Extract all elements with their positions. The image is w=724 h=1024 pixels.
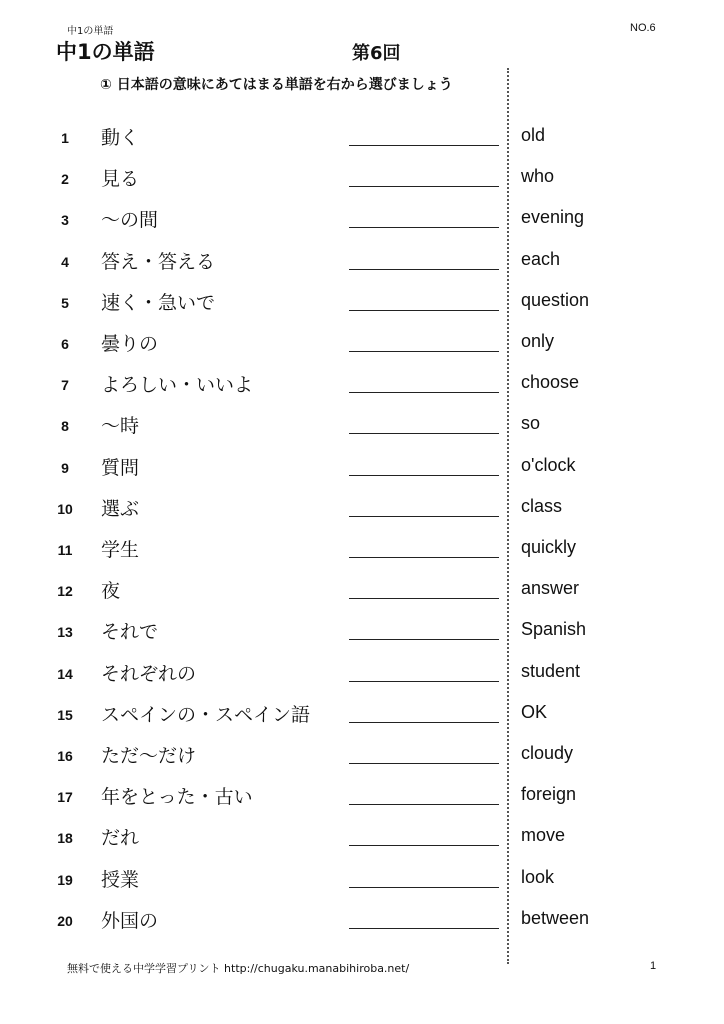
answer-blank[interactable]	[349, 475, 499, 476]
question-row	[0, 782, 724, 823]
round-label: 第6回	[352, 43, 401, 64]
japanese-meaning: よろしい・いいよ	[101, 374, 254, 397]
question-row	[0, 205, 724, 246]
question-row	[0, 576, 724, 617]
japanese-meaning: 速く・急いで	[101, 291, 216, 314]
japanese-meaning: だれ	[101, 827, 140, 850]
question-number: 19	[57, 871, 73, 888]
page-title: 中1の単語	[56, 40, 155, 64]
word-bank-item: answer	[521, 578, 580, 599]
answer-blank[interactable]	[349, 681, 499, 682]
question-row	[0, 741, 724, 782]
japanese-meaning: 外国の	[101, 909, 159, 932]
word-bank-item: evening	[521, 207, 585, 228]
answer-blank[interactable]	[349, 722, 499, 723]
word-bank-item: only	[521, 331, 555, 351]
word-bank-item: who	[521, 166, 555, 187]
word-bank-item: so	[521, 413, 541, 434]
japanese-meaning: それで	[101, 621, 159, 644]
word-bank-item: quickly	[521, 537, 577, 557]
question-row	[0, 700, 724, 741]
word-bank-item: student	[521, 660, 581, 681]
header-small-label: 中1の単語	[67, 26, 114, 37]
question-row	[0, 370, 724, 411]
question-row	[0, 164, 724, 205]
japanese-meaning: 夜	[101, 580, 121, 603]
word-bank-item: question	[521, 289, 590, 310]
japanese-meaning: ～の間	[101, 209, 159, 232]
question-number: 2	[61, 171, 69, 188]
japanese-meaning: 年をとった・古い	[101, 786, 253, 809]
question-row	[0, 617, 724, 658]
question-number: 10	[57, 500, 73, 517]
answer-blank[interactable]	[349, 186, 499, 187]
japanese-meaning: 学生	[101, 539, 140, 561]
question-number: 7	[61, 377, 69, 394]
answer-blank[interactable]	[349, 928, 499, 929]
japanese-meaning: 選ぶ	[101, 497, 140, 520]
answer-blank[interactable]	[349, 227, 499, 228]
japanese-meaning: スペインの・スペイン語	[101, 703, 311, 726]
question-number: 20	[57, 912, 73, 929]
answer-blank[interactable]	[349, 804, 499, 805]
answer-blank[interactable]	[349, 845, 499, 846]
word-bank-item: move	[521, 825, 566, 846]
question-number: 5	[61, 294, 69, 311]
question-row	[0, 494, 724, 535]
answer-blank[interactable]	[349, 887, 499, 888]
word-bank-item: old	[521, 125, 546, 145]
question-number: 8	[61, 418, 69, 435]
answer-blank[interactable]	[349, 310, 499, 311]
question-number: 15	[57, 706, 73, 723]
question-number: 3	[61, 212, 69, 229]
page-number-label: NO.6	[630, 22, 656, 34]
question-row	[0, 123, 724, 164]
word-bank-item: between	[521, 907, 590, 928]
question-row	[0, 453, 724, 494]
answer-blank[interactable]	[349, 392, 499, 393]
question-number: 17	[57, 789, 73, 806]
answer-blank[interactable]	[349, 557, 499, 558]
word-bank-item: cloudy	[521, 743, 574, 763]
japanese-meaning: 質問	[101, 456, 140, 479]
japanese-meaning: 見る	[101, 168, 140, 191]
answer-blank[interactable]	[349, 269, 499, 270]
question-row	[0, 659, 724, 700]
word-bank-item: o'clock	[521, 454, 576, 475]
question-number: 11	[57, 542, 73, 558]
answer-blank[interactable]	[349, 351, 499, 352]
question-number: 9	[61, 459, 69, 476]
question-row	[0, 865, 724, 906]
answer-blank[interactable]	[349, 516, 499, 517]
word-bank-item: each	[521, 248, 561, 269]
question-row	[0, 247, 724, 288]
answer-blank[interactable]	[349, 763, 499, 764]
question-number: 13	[57, 624, 73, 641]
answer-blank[interactable]	[349, 598, 499, 599]
question-row	[0, 411, 724, 452]
footer-text: 無料で使える中学学習プリント http://chugaku.manabihiroba.net/	[67, 962, 410, 975]
question-number: 4	[61, 253, 69, 270]
word-bank-item: choose	[521, 372, 580, 393]
question-number: 12	[57, 583, 73, 600]
answer-blank[interactable]	[349, 433, 499, 434]
question-row	[0, 329, 724, 370]
japanese-meaning: 動く	[101, 127, 140, 149]
question-row	[0, 906, 724, 947]
japanese-meaning: 曇りの	[101, 333, 159, 355]
question-number: 1	[61, 130, 69, 146]
footer-page-number: 1	[650, 960, 657, 972]
word-bank-item: foreign	[521, 784, 577, 805]
word-bank-item: look	[521, 866, 555, 887]
instruction: ① 日本語の意味にあてはまる単語を右から選びましょう	[100, 77, 453, 93]
word-bank-item: OK	[521, 701, 548, 722]
japanese-meaning: それぞれの	[101, 662, 197, 685]
question-number: 16	[57, 748, 73, 764]
word-bank-item: class	[521, 495, 563, 516]
question-number: 14	[57, 665, 73, 682]
japanese-meaning: ～時	[101, 415, 140, 438]
question-number: 18	[57, 830, 73, 847]
answer-blank[interactable]	[349, 639, 499, 640]
answer-blank[interactable]	[349, 145, 499, 146]
question-row	[0, 823, 724, 864]
question-number: 6	[61, 336, 69, 352]
question-row	[0, 288, 724, 329]
japanese-meaning: ただ～だけ	[101, 745, 197, 767]
word-bank-item: Spanish	[521, 619, 587, 640]
japanese-meaning: 授業	[101, 868, 140, 891]
question-row	[0, 535, 724, 576]
japanese-meaning: 答え・答える	[101, 250, 216, 273]
